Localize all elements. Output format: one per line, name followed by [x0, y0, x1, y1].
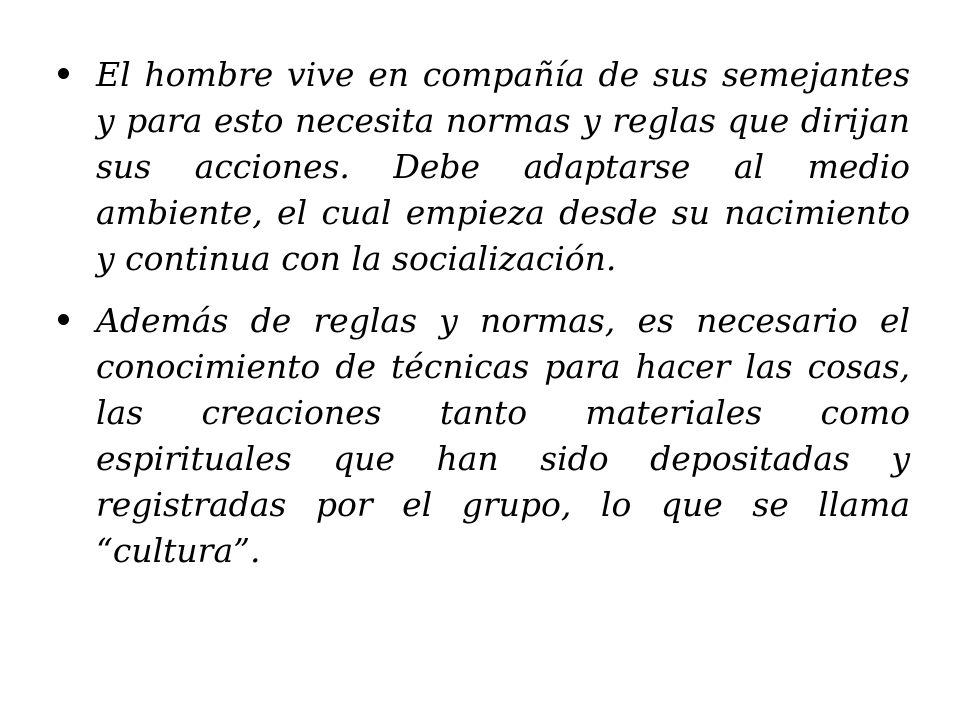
bullet-text-2: Además de reglas y normas, es necesario el conocimiento de técnicas para hacer las cosas, las creaciones tanto materiales como espirituales que han sido depositadas y registradas por el grupo, lo que se llama “cultura”.: [96, 301, 910, 570]
bullet-dot-icon: [58, 314, 69, 325]
bullet-dot-icon: [58, 68, 69, 79]
bullet-item-1: [58, 52, 910, 282]
bullet-item-2: [58, 298, 910, 574]
bullet-text-1: El hombre vive en compañía de sus semejantes y para esto necesita normas y reglas que dirijan sus acciones. Debe adaptarse al medio ambiente, el cual empieza desde su nacimiento y continua con la socialización.: [96, 55, 910, 278]
bullet-list: [58, 52, 910, 590]
